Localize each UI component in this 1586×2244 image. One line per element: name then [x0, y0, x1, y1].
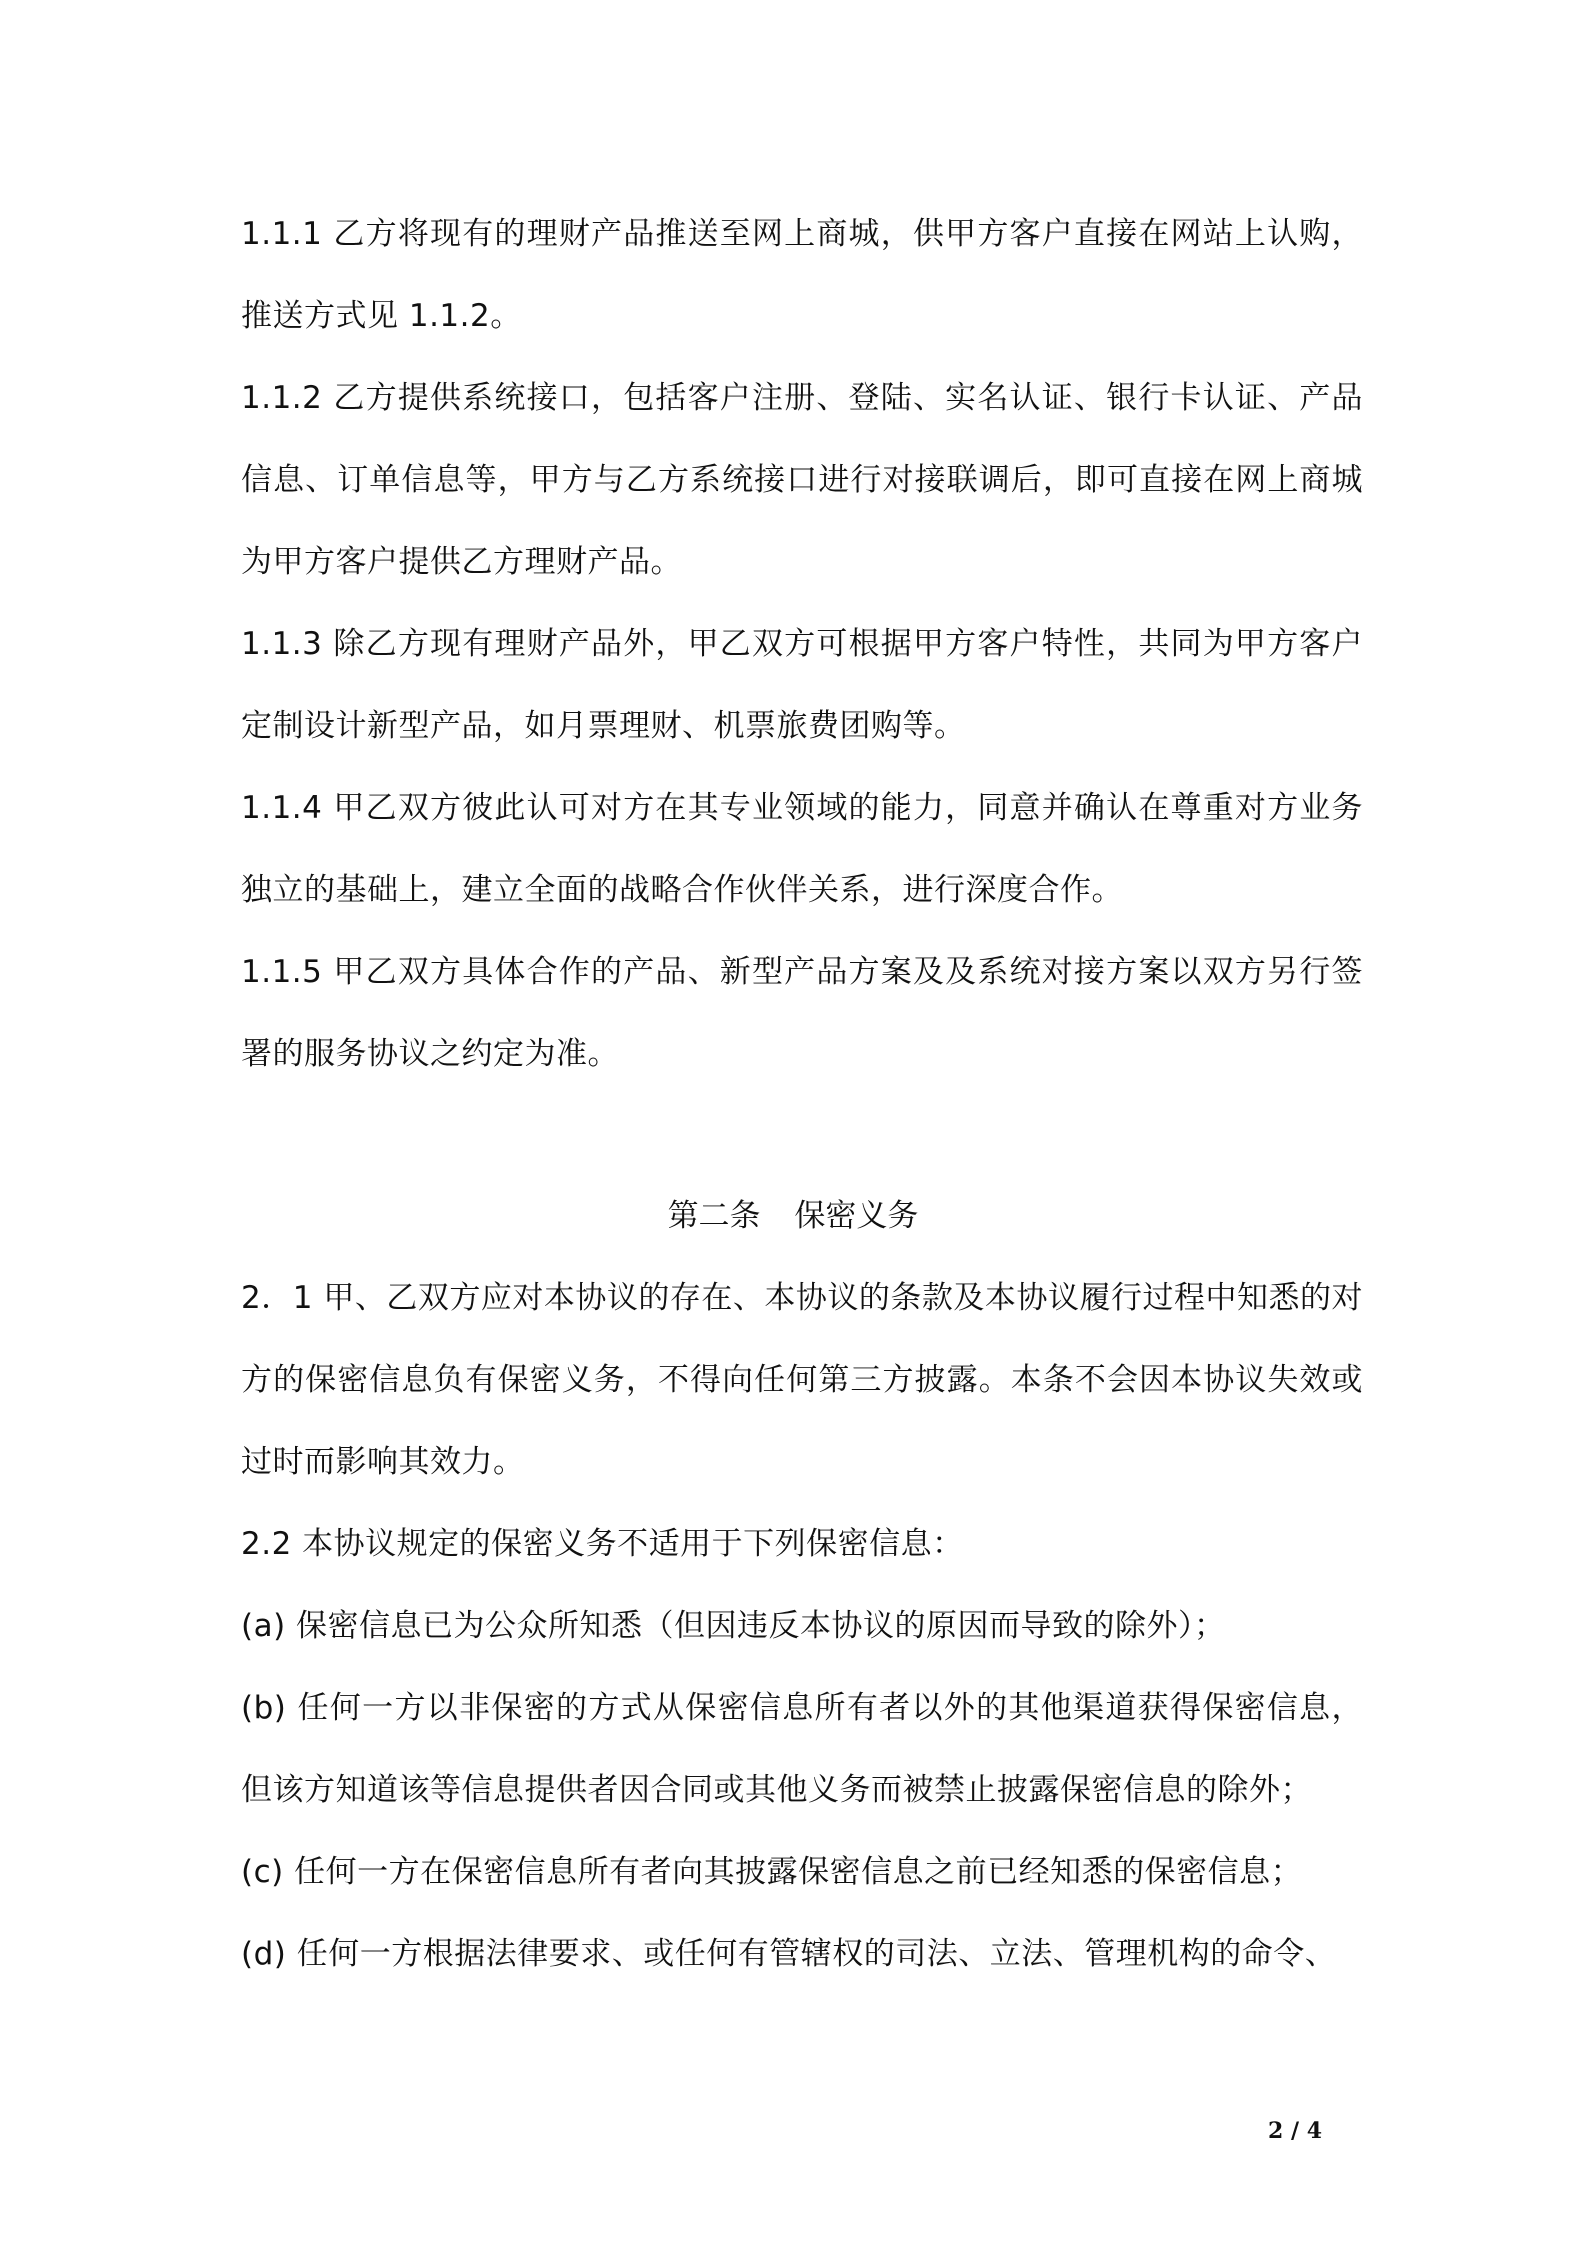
clause-2-2-d: (d) 任何一方根据法律要求、或任何有管辖权的司法、立法、管理机构的命令、: [241, 1936, 1337, 1972]
page-number: 2 / 4: [1268, 2118, 1322, 2144]
clause-2-2: 2.2 本协议规定的保密义务不适用于下列保密信息：: [241, 1526, 964, 1562]
clause-1-1-2: 1.1.2 乙方提供系统接口，包括客户注册、登陆、实名认证、银行卡认证、产品信息、订单信息等，甲方与乙方系统接口进行对接联调后，即可直接在网上商城为甲方客户提供乙方理财产品。: [241, 380, 1363, 580]
clause-2-2-c: (c) 任何一方在保密信息所有者向其披露保密信息之前已经知悉的保密信息；: [241, 1854, 1303, 1890]
clause-1-1-3: 1.1.3 除乙方现有理财产品外，甲乙双方可根据甲方客户特性，共同为甲方客户定制设计新型产品，如月票理财、机票旅费团购等。: [241, 626, 1363, 744]
clause-1-1-1: 1.1.1 乙方将现有的理财产品推送至网上商城，供甲方客户直接在网站上认购，推送方式见 1.1.2。: [241, 216, 1363, 334]
clause-2-2-a: (a) 保密信息已为公众所知悉（但因违反本协议的原因而导致的除外）；: [241, 1608, 1226, 1644]
section-heading: 第二条 保密义务: [667, 1198, 919, 1234]
clause-1-1-5: 1.1.5 甲乙双方具体合作的产品、新型产品方案及及系统对接方案以双方另行签署的服务协议之约定为准。: [241, 954, 1363, 1072]
clause-1-1-4: 1.1.4 甲乙双方彼此认可对方在其专业领域的能力，同意并确认在尊重对方业务独立的基础上，建立全面的战略合作伙伴关系，进行深度合作。: [241, 790, 1363, 908]
clause-2-2-b: (b) 任何一方以非保密的方式从保密信息所有者以外的其他渠道获得保密信息，但该方知道该等信息提供者因合同或其他义务而被禁止披露保密信息的除外；: [241, 1690, 1363, 1808]
clause-2-1: 2．1 甲、乙双方应对本协议的存在、本协议的条款及本协议履行过程中知悉的对方的保密信息负有保密义务，不得向任何第三方披露。本条不会因本协议失效或过时而影响其效力。: [241, 1280, 1363, 1480]
